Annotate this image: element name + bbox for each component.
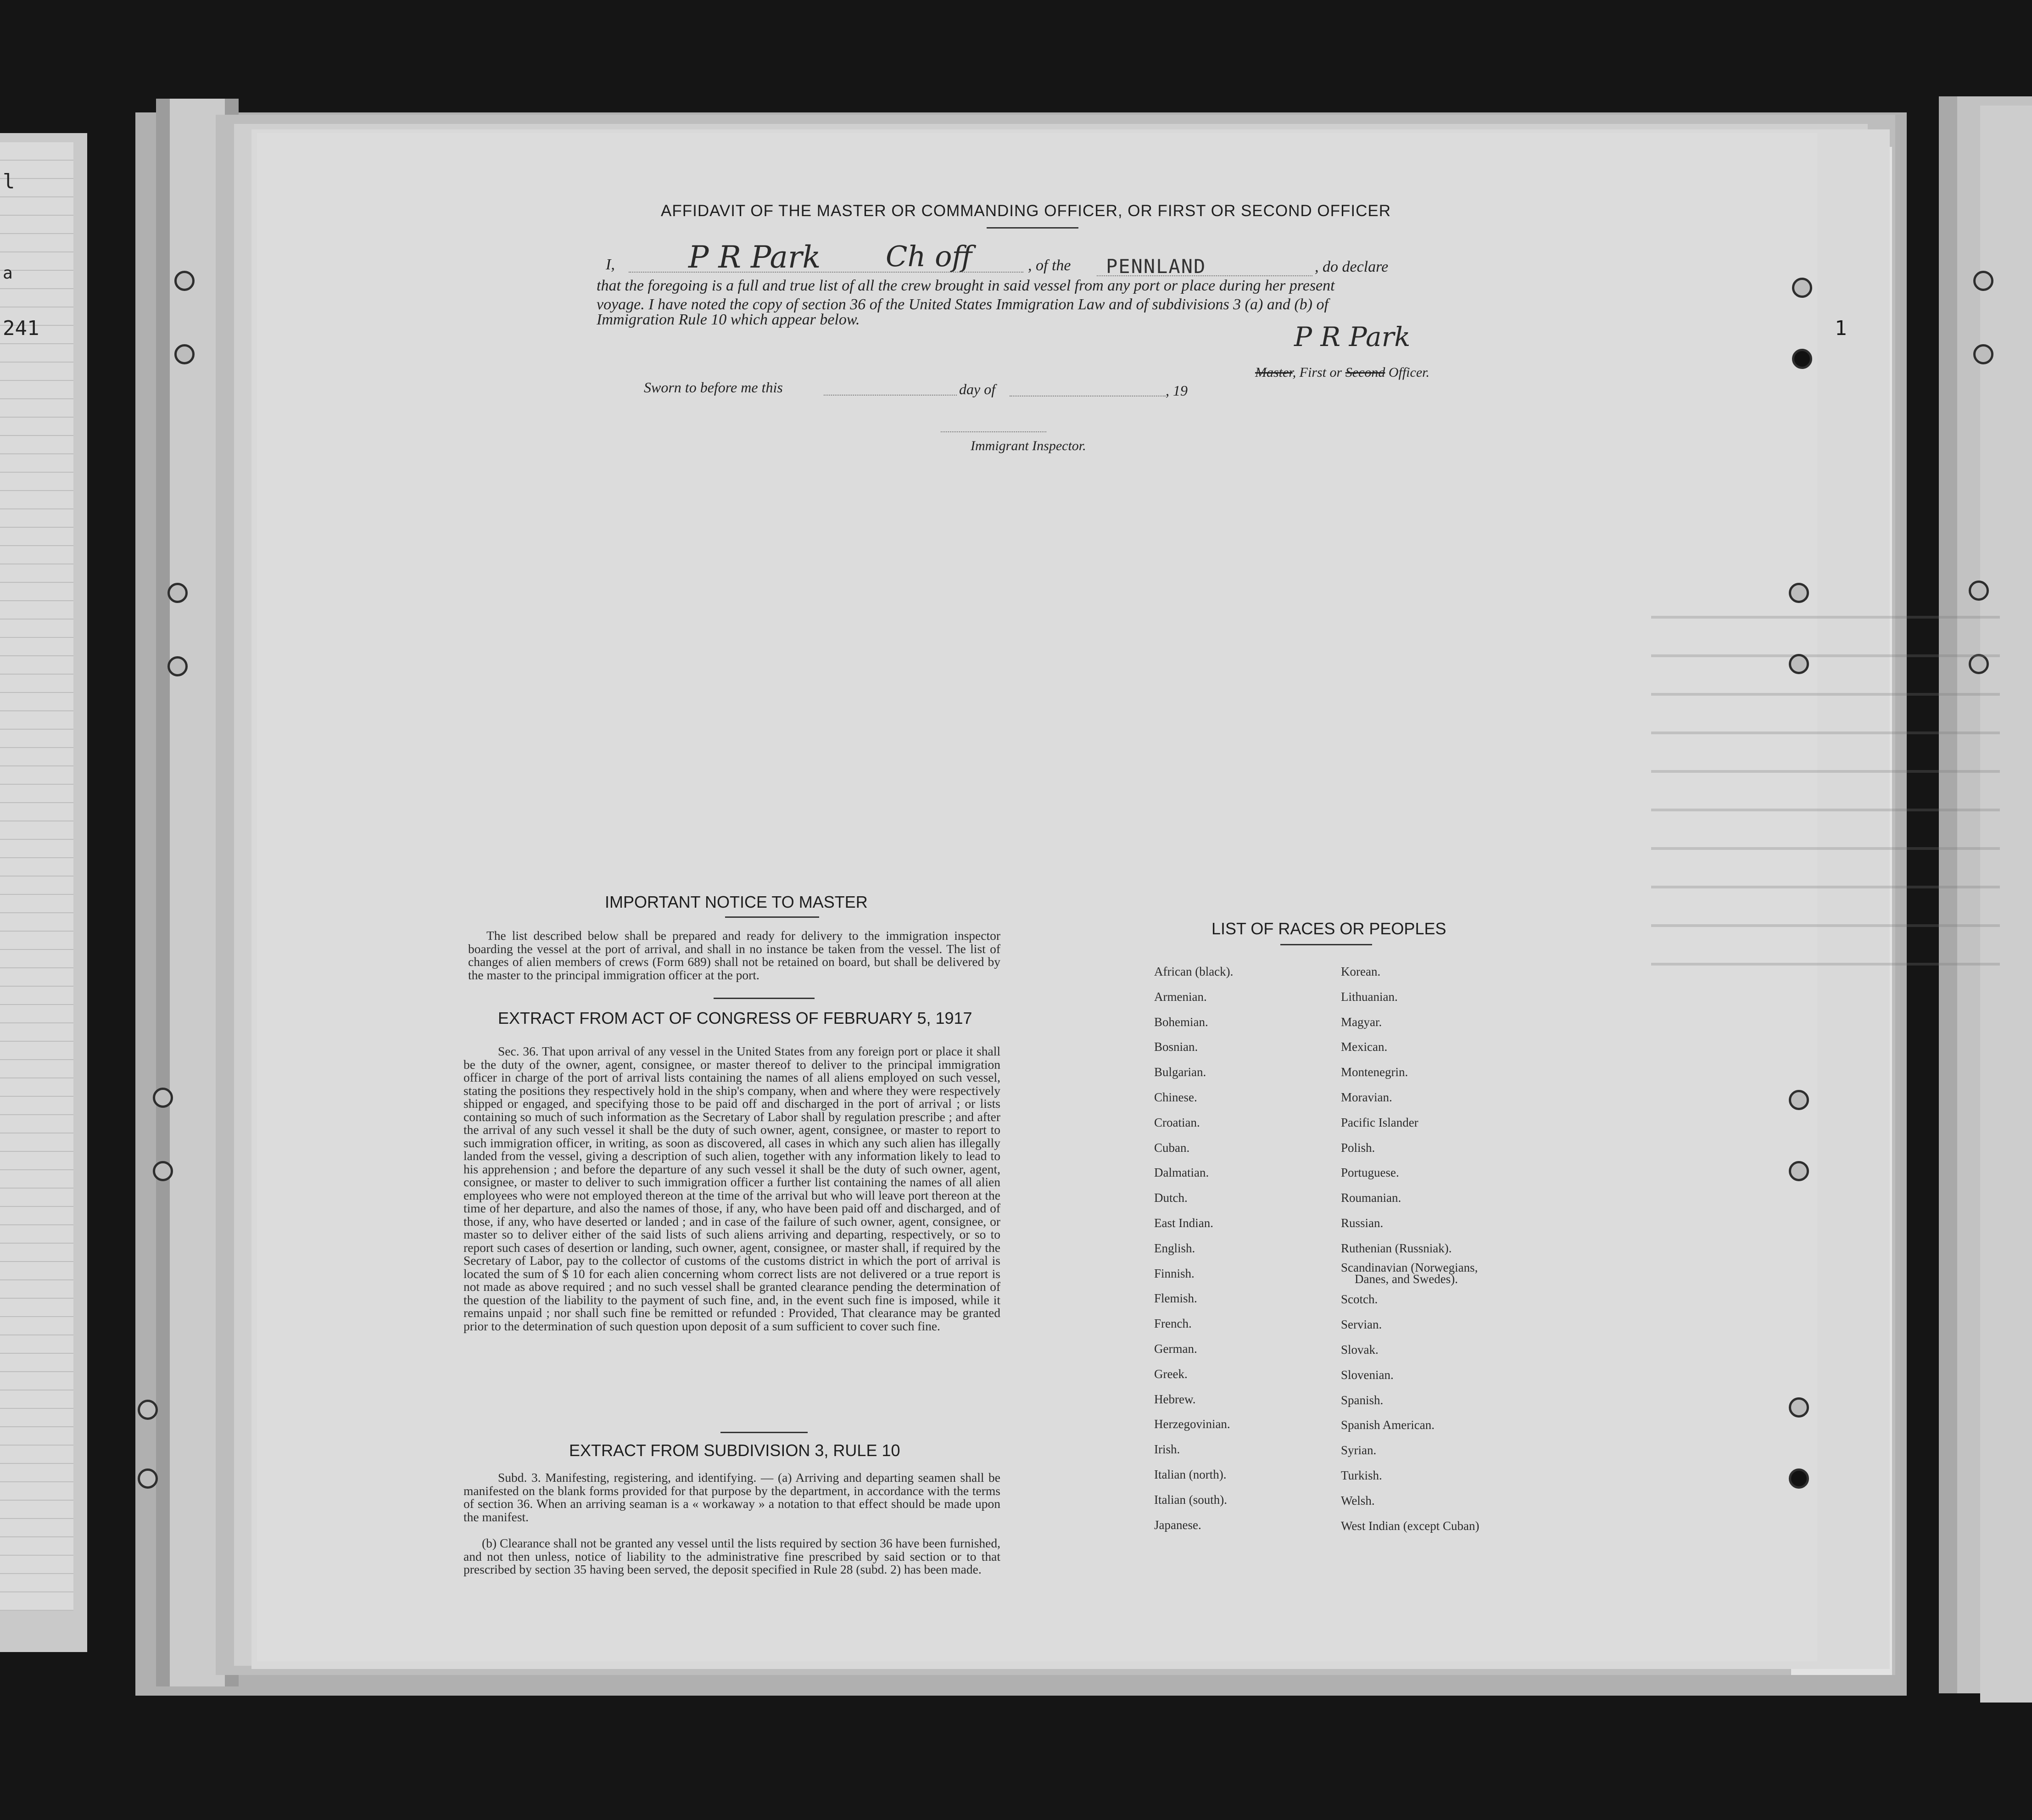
race-item: Bulgarian.: [1154, 1065, 1206, 1079]
punch-hole: [1789, 1397, 1809, 1418]
rule-extract-rule: [720, 1432, 808, 1433]
race-item: Spanish American.: [1341, 1418, 1435, 1432]
handwritten-signature: P R Park: [1294, 321, 1411, 352]
race-item: African (black).: [1154, 965, 1234, 978]
race-item: Ruthenian (Russniak).: [1341, 1241, 1452, 1255]
race-item: Dalmatian.: [1154, 1166, 1209, 1180]
rule-extract-heading: EXTRACT FROM SUBDIVISION 3, RULE 10: [569, 1441, 900, 1460]
punch-hole: [1789, 1161, 1809, 1181]
inspector-signature-line: [941, 431, 1046, 432]
declaration-line-4: Immigration Rule 10 which appear below.: [597, 311, 860, 328]
inspector-label: Immigrant Inspector.: [971, 438, 1086, 453]
rule-extract-text-b: (b) Clearance shall not be granted any vessel until the lists required by section 36 have been furnished, and not then unless, notice of liability to the administrative fine prescribed by said section or to that prescribed by section 35 having been served, the deposit specified in Rule 28 (subd. 2) has been made.: [463, 1536, 1000, 1576]
race-item: Bosnian.: [1154, 1040, 1198, 1054]
race-item: West Indian (except Cuban): [1341, 1519, 1479, 1533]
bleed-through-text: [1651, 588, 2000, 1001]
declaration-mid: , of the: [1028, 257, 1071, 274]
race-item: Welsh.: [1341, 1493, 1375, 1507]
race-item: Scandinavian (Norwegians,: [1341, 1260, 1478, 1274]
race-item: Finnish.: [1154, 1266, 1195, 1280]
race-item: Slovenian.: [1341, 1368, 1394, 1382]
races-heading-underline: [1280, 944, 1372, 945]
race-item: Croatian.: [1154, 1115, 1200, 1129]
races-column-1: [1154, 959, 1233, 1537]
race-item: Greek.: [1154, 1367, 1188, 1381]
race-item: Moravian.: [1341, 1090, 1392, 1104]
affidavit-title: AFFIDAVIT OF THE MASTER OR COMMANDING OFFICER, OR FIRST OR SECOND OFFICER: [661, 202, 1391, 220]
race-item: Spanish.: [1341, 1393, 1384, 1407]
race-item: Dutch.: [1154, 1191, 1188, 1205]
race-item: Portuguese.: [1341, 1166, 1399, 1180]
race-item: Italian (south).: [1154, 1492, 1227, 1507]
race-item: Magyar.: [1341, 1015, 1382, 1029]
race-item: Syrian.: [1341, 1443, 1377, 1457]
officer-label: Officer.: [1385, 365, 1429, 380]
punch-hole: [1789, 654, 1809, 674]
declaration-line-2: that the foregoing is a full and true list of all the crew brought in said vessel from any port or place during her present: [597, 277, 1335, 294]
race-item: Italian (north).: [1154, 1467, 1227, 1481]
race-item: Bohemian.: [1154, 1015, 1208, 1029]
second-label: Second: [1345, 365, 1385, 380]
notice-text: The list described below shall be prepared and ready for delivery to the immigration inspector boarding the vessel at the port of arrival, and shall in no instance be taken from the vessel. The list of changes of alien members of crews (Form 689) shall not be retained on board, but shall be delivered by the master to the principal immigration officer at the port.: [468, 928, 1000, 982]
race-item-wrapped: [1341, 1261, 1479, 1287]
race-item: German.: [1154, 1341, 1197, 1356]
neighbor-fragment-2: a: [3, 264, 13, 283]
act-extract-text: Sec. 36. That upon arrival of any vessel in the United States from any foreign port or place it shall be the duty of the owner, agent, consignee, or master thereof to deliver to the principal immigration officer in charge of the port of arrival lists containing the names of all aliens employed on such vessel, stating the positions they respectively hold in the ship's company, when and where they were respectively shipped or engaged, and specifying those to be paid off and discharged in the port of arrival ; or lists containing so much of such information as the Secretary of Labor shall by regulation prescribe ; and after the arrival of any such vessel it shall be the duty of such owner, agent, consignee, or master to report to such immigration officer, in writing, as soon as discovered, all cases in which any such alien has illegally landed from the vessel, giving a description of such alien, together with any information likely to lead to his apprehension ; and before the departure of any such vessel it shall be the duty of such owner, agent, consignee, or master to deliver to such immigration officer a further list containing the names of all alien employees who were not employed thereon at the time of the arrival but who will leave port thereon at the time of her departure, and also the names of those, if any, who have been paid off and discharged, and of those, if any, who have deserted or landed ; and in case of the failure of such owner, agent, consignee, or master so to deliver either of the said lists of such aliens arriving and departing, respectively, or so to report such cases of desertion or landing, such owner, agent, consignee, or master shall, if required by the Secretary of Labor, pay to the collector of customs of the customs district in which the port of arrival is located the sum of $ 10 for each alien concerning whom correct lists are not delivered or a true report is not made as above required ; and no such vessel shall be granted clearance pending the determination of the question of the liability to the payment of such fine, and, in the event such fine is imposed, while it remains unpaid ; nor shall such fine be remitted or refunded : Provided, That clearance may be granted prior to the determination of such question upon deposit of a sum sufficient to cover such fine.: [463, 1044, 1000, 1333]
signer-blank-line: [629, 272, 1023, 273]
race-item: Irish.: [1154, 1442, 1180, 1457]
punch-hole: [167, 583, 188, 603]
act-extract-heading: EXTRACT FROM ACT OF CONGRESS OF FEBRUARY 5, 1917: [498, 1009, 972, 1027]
race-item: East Indian.: [1154, 1216, 1213, 1230]
race-item: Montenegrin.: [1341, 1065, 1408, 1079]
year-prefix: , 19: [1166, 382, 1188, 399]
race-item: Pacific Islander: [1341, 1115, 1418, 1129]
race-item: French.: [1154, 1317, 1192, 1331]
first-label: , First or: [1292, 365, 1345, 380]
left-neighbor-page: [0, 133, 87, 1652]
punch-hole: [138, 1468, 158, 1489]
rule-extract-text-a: Subd. 3. Manifesting, registering, and identifying. — (a) Arriving and departing seamen shall be manifested on the blank forms provided for that purpose by the department, in accordance with the terms of section 36. When an arriving seaman is a « workaway » a notation to that effect should be made upon the manifest.: [463, 1470, 1000, 1524]
race-item: Armenian.: [1154, 989, 1207, 1004]
races-heading: LIST OF RACES OR PEOPLES: [1211, 919, 1446, 938]
race-item: Slovak.: [1341, 1342, 1379, 1357]
race-item: Roumanian.: [1341, 1191, 1401, 1205]
punch-hole: [138, 1400, 158, 1420]
race-item: Russian.: [1341, 1216, 1384, 1230]
neighbor-fragment-3: 241: [3, 317, 39, 340]
punch-hole: [1789, 583, 1809, 603]
races-column-2: [1341, 959, 1479, 1538]
day-of-text: day of: [959, 381, 996, 397]
punch-hole: [1973, 344, 1993, 364]
race-item: Scotch.: [1341, 1292, 1378, 1306]
declaration-suffix: , do declare: [1315, 258, 1389, 275]
sworn-day-blank: [824, 395, 957, 396]
race-item: Turkish.: [1341, 1468, 1382, 1482]
punch-hole: [153, 1161, 173, 1181]
title-underline: [987, 227, 1078, 229]
race-item: English.: [1154, 1241, 1195, 1255]
declaration-prefix: I,: [606, 256, 615, 273]
race-item: Lithuanian.: [1341, 989, 1398, 1004]
act-extract-rule: [714, 998, 815, 999]
neighbor-fragment-1: l: [3, 170, 15, 193]
punch-hole: [1789, 1090, 1809, 1110]
handwritten-rank: Ch off: [886, 240, 972, 273]
race-item: Cuban.: [1154, 1140, 1190, 1155]
race-item: Chinese.: [1154, 1090, 1197, 1104]
master-label: Master: [1255, 365, 1293, 380]
race-item: Mexican.: [1341, 1040, 1388, 1054]
punch-hole: [1973, 271, 1993, 291]
race-item: Japanese.: [1154, 1518, 1201, 1532]
race-item: Flemish.: [1154, 1291, 1197, 1306]
signature-label: [1255, 365, 1429, 380]
punch-hole: [174, 271, 195, 291]
race-item: Herzegovinian.: [1154, 1417, 1230, 1431]
punch-hole: [153, 1088, 173, 1108]
punch-hole: [1792, 349, 1812, 369]
vessel-blank-line: [1097, 275, 1312, 276]
race-item-continuation: Danes, and Swedes).: [1355, 1272, 1458, 1286]
vessel-name: PENNLAND: [1106, 255, 1206, 278]
notice-heading-underline: [725, 916, 819, 918]
punch-hole: [1789, 1468, 1809, 1489]
punch-hole: [1792, 278, 1812, 298]
handwritten-signer-name: P R Park: [688, 240, 821, 275]
ruled-lines: [0, 142, 73, 1611]
neighbor-fragment-right: 1: [1835, 317, 1847, 340]
race-item: Servian.: [1341, 1318, 1382, 1332]
sheet-surface: [257, 133, 1817, 1661]
race-item: Korean.: [1341, 965, 1381, 978]
sworn-text: Sworn to before me this: [644, 379, 783, 396]
declaration-line-3: voyage. I have noted the copy of section 36 of the United States Immigration Law and of subdivisions 3 (a) and (b) of: [597, 296, 1329, 313]
notice-heading: IMPORTANT NOTICE TO MASTER: [605, 893, 868, 911]
race-item: Polish.: [1341, 1140, 1375, 1155]
affidavit-sheet: [251, 129, 1890, 1669]
punch-hole: [167, 656, 188, 676]
race-item: Hebrew.: [1154, 1392, 1196, 1406]
punch-hole: [174, 344, 195, 364]
